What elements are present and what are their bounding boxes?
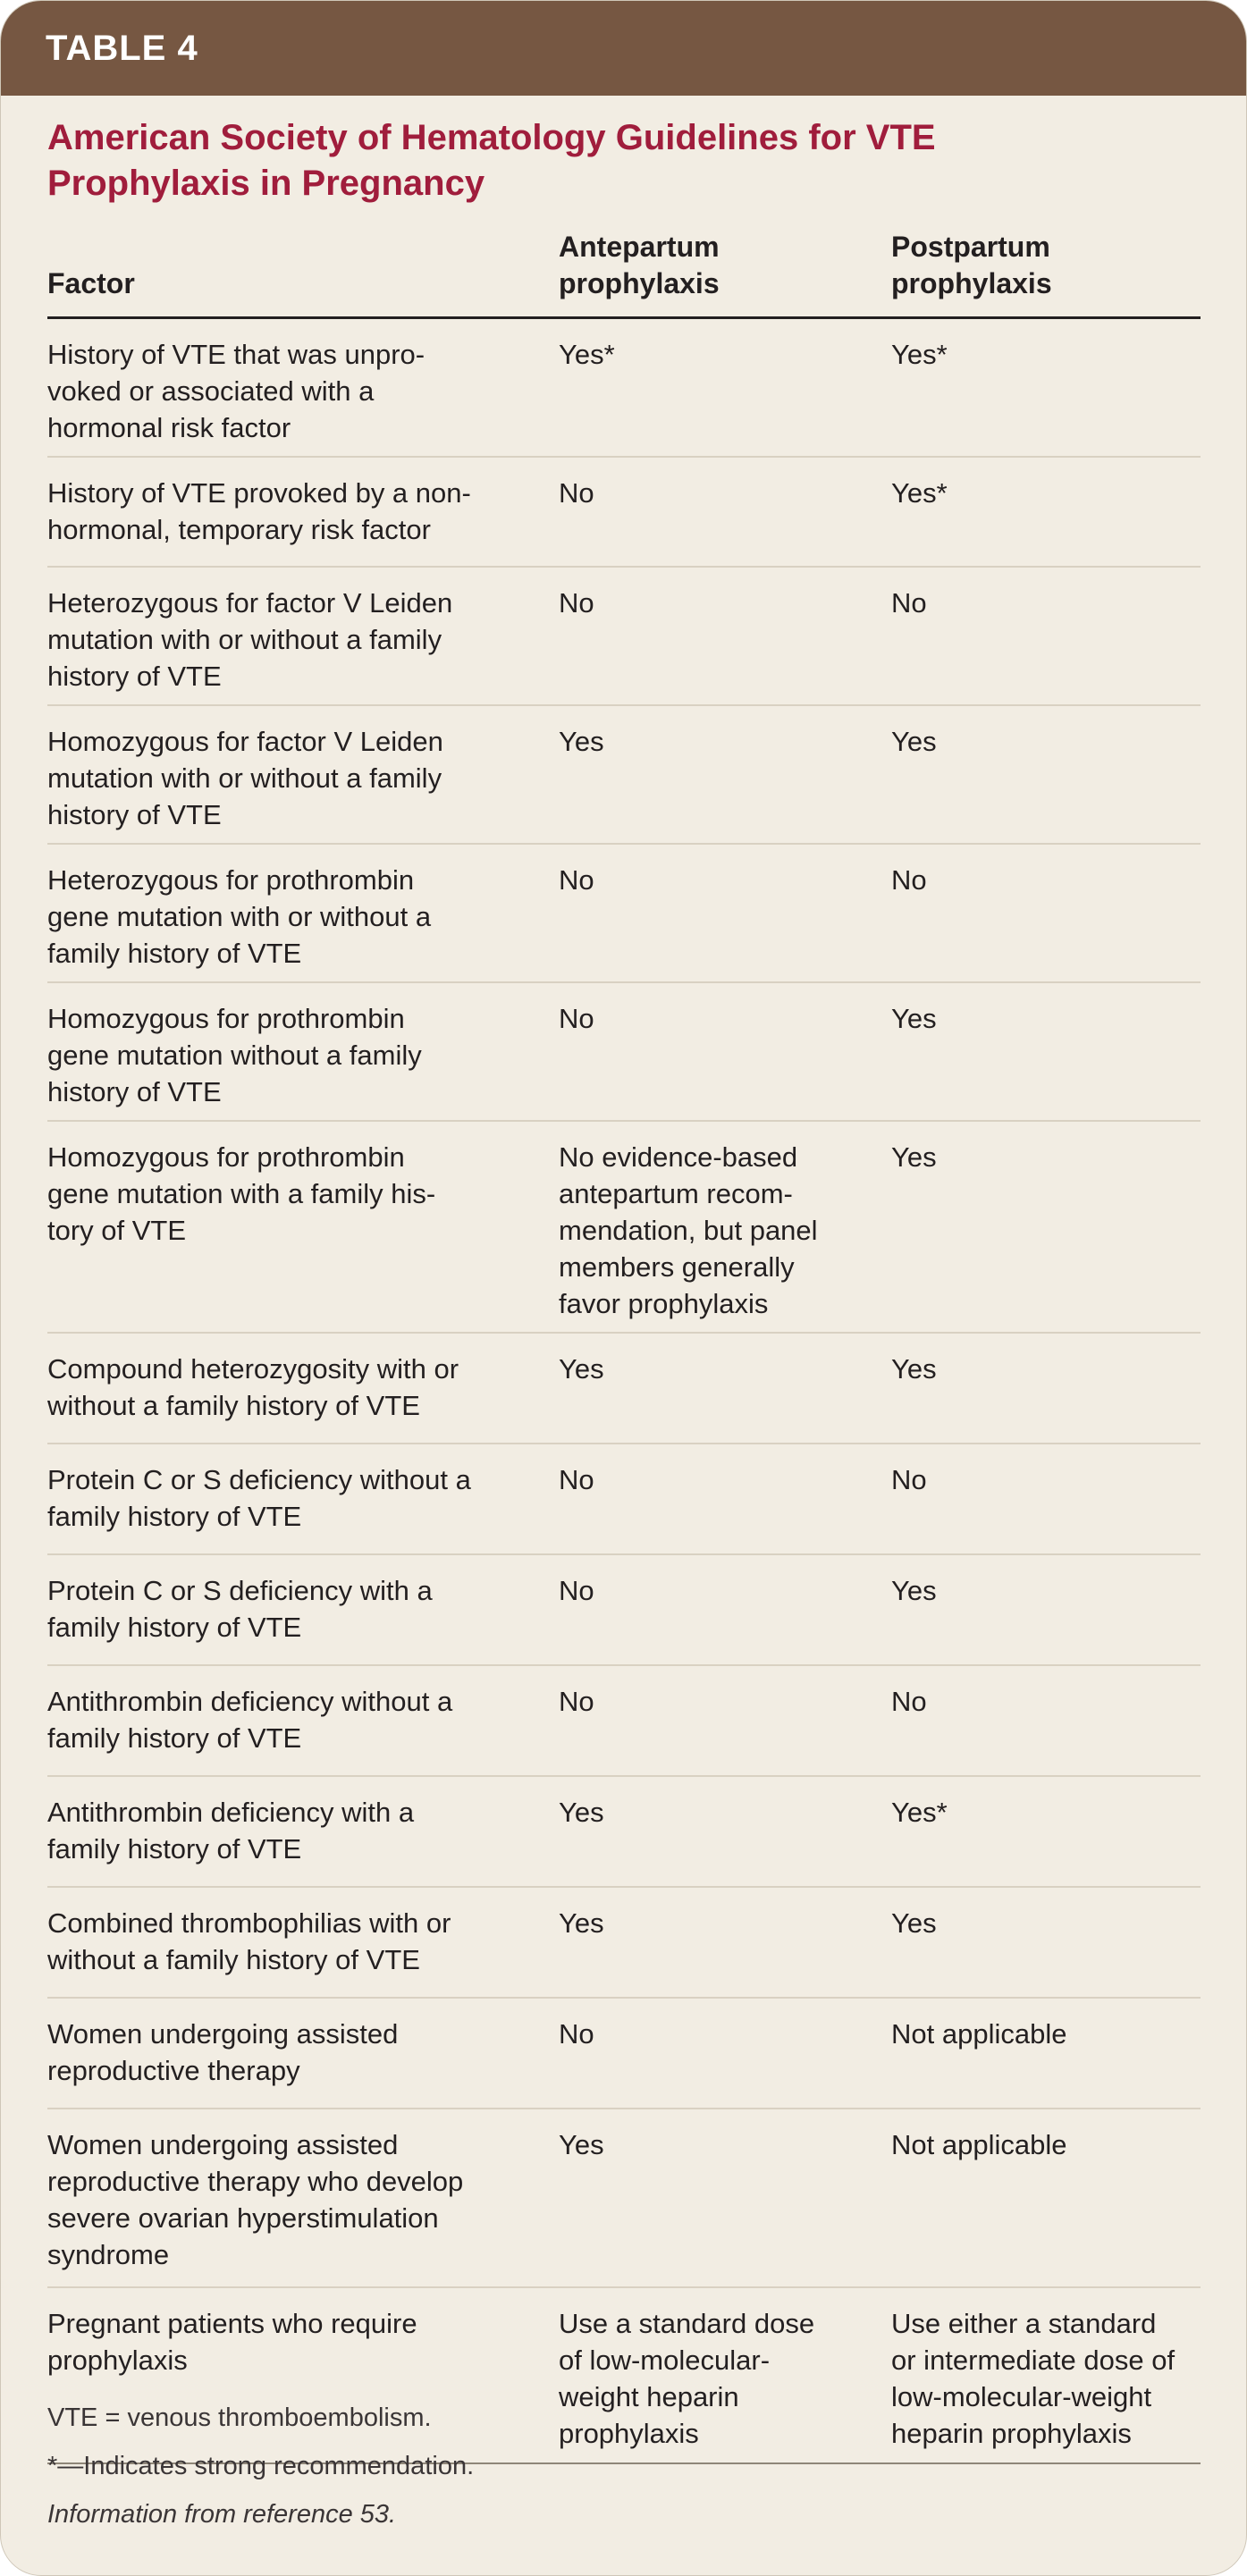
- antepartum-cell-line: Yes: [559, 1907, 604, 1939]
- antepartum-cell: [559, 1461, 891, 1553]
- antepartum-cell-line: Yes: [559, 1353, 604, 1385]
- table-row: [47, 1334, 1201, 1444]
- factor-cell-line: severe ovarian hyperstimulation: [47, 2202, 439, 2234]
- postpartum-cell: [891, 475, 1201, 566]
- table-row: [47, 1444, 1201, 1555]
- antepartum-cell-line: members generally: [559, 1251, 795, 1283]
- antepartum-cell: [559, 1794, 891, 1886]
- table-row: [47, 983, 1201, 1122]
- factor-cell-line: without a family history of VTE: [47, 1390, 420, 1421]
- antepartum-cell-line: Yes: [559, 726, 604, 757]
- antepartum-cell-line: weight heparin: [559, 2381, 739, 2412]
- postpartum-cell: [891, 1794, 1201, 1886]
- table-row: [47, 1666, 1201, 1777]
- factor-cell: [47, 1461, 559, 1553]
- header-antepartum-line: prophylaxis: [559, 267, 720, 299]
- table-title: [47, 115, 1200, 206]
- table-row: [47, 568, 1201, 706]
- postpartum-cell: [891, 2305, 1201, 2462]
- postpartum-cell: [891, 1905, 1201, 1997]
- table-row: [47, 2109, 1201, 2288]
- postpartum-cell-line: Yes: [891, 1907, 937, 1939]
- table-title-line: Prophylaxis in Pregnancy: [47, 164, 485, 203]
- postpartum-cell-line: No: [891, 1464, 927, 1495]
- postpartum-cell-line: or intermediate dose of: [891, 2344, 1175, 2376]
- factor-cell-line: Compound heterozygosity with or: [47, 1353, 459, 1385]
- factor-cell-line: family history of VTE: [47, 1833, 302, 1865]
- factor-cell-line: Antithrombin deficiency without a: [47, 1686, 453, 1717]
- footnote-source: Information from reference 53.: [47, 2500, 397, 2529]
- factor-cell: [47, 1351, 559, 1443]
- postpartum-cell-line: Not applicable: [891, 2129, 1067, 2160]
- factor-cell-line: Women undergoing assisted: [47, 2018, 399, 2050]
- antepartum-cell: [559, 723, 891, 843]
- table-row: [47, 845, 1201, 983]
- factor-cell-line: hormonal risk factor: [47, 412, 291, 443]
- antepartum-cell: [559, 475, 891, 566]
- factor-cell-line: Women undergoing assisted: [47, 2129, 399, 2160]
- antepartum-cell-line: No: [559, 1575, 594, 1606]
- antepartum-cell: [559, 585, 891, 704]
- factor-cell-line: hormonal, temporary risk factor: [47, 514, 431, 545]
- factor-cell-line: Homozygous for prothrombin: [47, 1141, 405, 1173]
- factor-cell-line: History of VTE that was unpro-: [47, 339, 425, 370]
- factor-cell-line: mutation with or without a family: [47, 624, 442, 655]
- factor-cell-line: without a family history of VTE: [47, 1944, 420, 1975]
- factor-cell-line: history of VTE: [47, 1076, 222, 1107]
- postpartum-cell: [891, 1351, 1201, 1443]
- postpartum-cell-line: Yes*: [891, 1797, 948, 1828]
- antepartum-cell-line: No: [559, 477, 594, 509]
- antepartum-cell-line: antepartum recom-: [559, 1178, 793, 1209]
- antepartum-cell-line: No: [559, 587, 594, 619]
- antepartum-cell-line: mendation, but panel: [559, 1215, 818, 1246]
- factor-cell-line: gene mutation without a family: [47, 1040, 422, 1071]
- factor-cell-line: prophylaxis: [47, 2344, 188, 2376]
- header-postpartum-line: prophylaxis: [891, 267, 1052, 299]
- guidelines-table: [47, 221, 1201, 2464]
- factor-cell-line: mutation with or without a family: [47, 762, 442, 794]
- postpartum-cell-line: Yes: [891, 1353, 937, 1385]
- table-row: [47, 1555, 1201, 1666]
- antepartum-cell: [559, 2016, 891, 2108]
- factor-cell: [47, 1139, 559, 1332]
- factor-cell-line: reproductive therapy who develop: [47, 2166, 464, 2197]
- table-title-line: American Society of Hematology Guidelines for VTE: [47, 118, 936, 157]
- factor-cell-line: Pregnant patients who require: [47, 2308, 417, 2339]
- antepartum-cell: [559, 2126, 891, 2286]
- factor-cell-line: Heterozygous for factor V Leiden: [47, 587, 453, 619]
- factor-cell: [47, 1572, 559, 1664]
- factor-cell-line: history of VTE: [47, 799, 222, 830]
- table-number: TABLE 4: [46, 28, 198, 68]
- antepartum-cell-line: No: [559, 2018, 594, 2050]
- postpartum-cell-line: Yes: [891, 1141, 937, 1173]
- factor-cell: [47, 1683, 559, 1775]
- factor-cell-line: family history of VTE: [47, 1612, 302, 1643]
- factor-cell-line: Homozygous for factor V Leiden: [47, 726, 443, 757]
- antepartum-cell-line: Yes*: [559, 339, 615, 370]
- postpartum-cell: [891, 1572, 1201, 1664]
- postpartum-cell-line: Yes: [891, 726, 937, 757]
- postpartum-cell-line: Use either a standard: [891, 2308, 1157, 2339]
- postpartum-cell-line: Yes*: [891, 339, 948, 370]
- table-row: [47, 1888, 1201, 1999]
- postpartum-cell-line: No: [891, 587, 927, 619]
- factor-cell-line: Protein C or S deficiency with a: [47, 1575, 433, 1606]
- postpartum-cell: [891, 336, 1201, 456]
- table-row: [47, 1777, 1201, 1888]
- postpartum-cell: [891, 585, 1201, 704]
- factor-cell-line: history of VTE: [47, 661, 222, 692]
- antepartum-cell-line: Yes: [559, 2129, 604, 2160]
- table-banner: [1, 1, 1246, 96]
- header-antepartum-line: Antepartum: [559, 231, 720, 263]
- postpartum-cell-line: No: [891, 1686, 927, 1717]
- header-postpartum-line: Postpartum: [891, 231, 1050, 263]
- factor-cell-line: Antithrombin deficiency with a: [47, 1797, 415, 1828]
- factor-cell: [47, 2016, 559, 2108]
- factor-cell: [47, 862, 559, 981]
- table-row: [47, 1122, 1201, 1334]
- factor-cell: [47, 723, 559, 843]
- factor-cell: [47, 475, 559, 566]
- factor-cell-line: voked or associated with a: [47, 375, 375, 407]
- antepartum-cell-line: Use a standard dose: [559, 2308, 815, 2339]
- postpartum-cell-line: No: [891, 864, 927, 896]
- factor-cell: [47, 1905, 559, 1997]
- factor-cell-line: syndrome: [47, 2239, 170, 2270]
- factor-cell-line: reproductive therapy: [47, 2055, 300, 2086]
- header-postpartum: [891, 229, 1201, 302]
- factor-cell-line: tory of VTE: [47, 1215, 187, 1246]
- table-row: [47, 458, 1201, 568]
- factor-cell-line: Homozygous for prothrombin: [47, 1003, 405, 1034]
- factor-cell-line: family history of VTE: [47, 938, 302, 969]
- header-factor-label: Factor: [47, 267, 135, 299]
- postpartum-cell: [891, 1461, 1201, 1553]
- table-header-row: [47, 221, 1201, 319]
- table-row: [47, 319, 1201, 458]
- footnote-abbreviation: VTE = venous thromboembolism.: [47, 2403, 432, 2432]
- factor-cell: [47, 336, 559, 456]
- postpartum-cell: [891, 862, 1201, 981]
- postpartum-cell-line: Yes: [891, 1575, 937, 1606]
- antepartum-cell: [559, 2305, 891, 2462]
- factor-cell: [47, 585, 559, 704]
- factor-cell-line: History of VTE provoked by a non-: [47, 477, 471, 509]
- antepartum-cell: [559, 1000, 891, 1120]
- factor-cell-line: Heterozygous for prothrombin: [47, 864, 415, 896]
- postpartum-cell-line: Not applicable: [891, 2018, 1067, 2050]
- antepartum-cell: [559, 336, 891, 456]
- postpartum-cell-line: Yes: [891, 1003, 937, 1034]
- antepartum-cell-line: favor prophylaxis: [559, 1288, 769, 1319]
- factor-cell: [47, 2126, 559, 2286]
- antepartum-cell-line: of low-molecular-: [559, 2344, 771, 2376]
- postpartum-cell-line: Yes*: [891, 477, 948, 509]
- factor-cell-line: family history of VTE: [47, 1501, 302, 1532]
- factor-cell-line: gene mutation with or without a: [47, 901, 432, 932]
- factor-cell: [47, 1794, 559, 1886]
- postpartum-cell: [891, 723, 1201, 843]
- antepartum-cell-line: No: [559, 1686, 594, 1717]
- antepartum-cell-line: prophylaxis: [559, 2418, 699, 2449]
- antepartum-cell-line: No: [559, 1003, 594, 1034]
- header-factor: [47, 265, 559, 302]
- factor-cell: [47, 1000, 559, 1120]
- postpartum-cell: [891, 2126, 1201, 2286]
- antepartum-cell: [559, 1905, 891, 1997]
- antepartum-cell: [559, 1683, 891, 1775]
- antepartum-cell-line: No evidence-based: [559, 1141, 798, 1173]
- header-antepartum: [559, 229, 891, 302]
- table-row: [47, 706, 1201, 845]
- antepartum-cell-line: No: [559, 864, 594, 896]
- factor-cell-line: Combined thrombophilias with or: [47, 1907, 451, 1939]
- antepartum-cell: [559, 1572, 891, 1664]
- factor-cell-line: family history of VTE: [47, 1722, 302, 1754]
- postpartum-cell: [891, 1683, 1201, 1775]
- postpartum-cell-line: low-molecular-weight: [891, 2381, 1152, 2412]
- postpartum-cell: [891, 1139, 1201, 1332]
- antepartum-cell: [559, 862, 891, 981]
- antepartum-cell-line: No: [559, 1464, 594, 1495]
- factor-cell-line: gene mutation with a family his-: [47, 1178, 436, 1209]
- factor-cell-line: Protein C or S deficiency without a: [47, 1464, 471, 1495]
- antepartum-cell-line: Yes: [559, 1797, 604, 1828]
- footnote-strong-recommendation: *—Indicates strong recommendation.: [47, 2452, 475, 2480]
- antepartum-cell: [559, 1139, 891, 1332]
- table-footnotes: [47, 2403, 474, 2548]
- table-row: [47, 1999, 1201, 2109]
- antepartum-cell: [559, 1351, 891, 1443]
- postpartum-cell: [891, 2016, 1201, 2108]
- postpartum-cell: [891, 1000, 1201, 1120]
- postpartum-cell-line: heparin prophylaxis: [891, 2418, 1132, 2449]
- table-body: [47, 319, 1201, 2464]
